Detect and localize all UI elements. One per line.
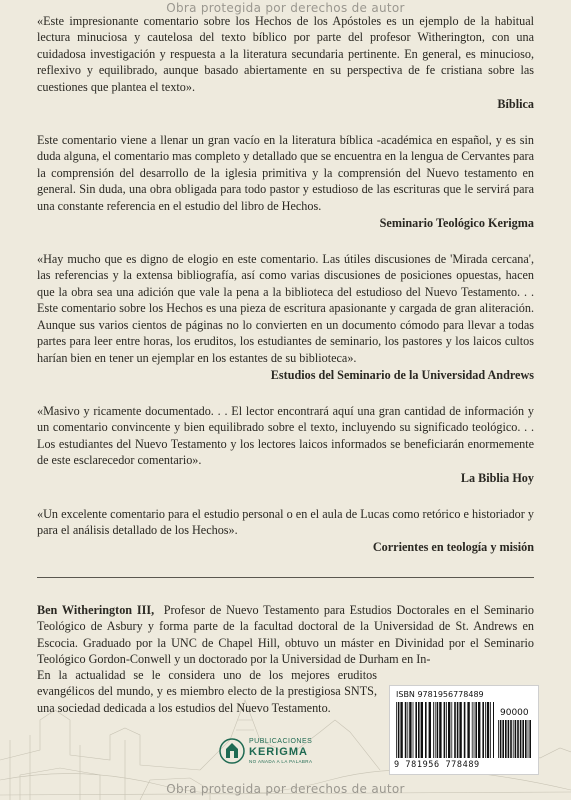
reviews-section (37, 13, 534, 575)
price-code: 90000 (500, 708, 529, 718)
barcode-bar (439, 702, 441, 758)
section-divider (37, 577, 534, 578)
barcode-bar (515, 720, 517, 758)
barcode-bar (482, 702, 484, 758)
price-barcode-bars (498, 720, 532, 758)
barcode-bar (425, 702, 427, 758)
review-text: «Masivo y ricamente documentado. . . El lector encontrará aquí una gran cantidad de información y un comentario convincente y bien equilibrado sobre el texto, incluyendo su significado teológico. . . Los estudiantes del Nuevo Testamento y los lectores laicos informados se beneficiarán enormemente de este esclarecedor comentario». (37, 403, 534, 468)
barcode-bar (396, 702, 397, 758)
barcode-bar (510, 720, 512, 758)
barcode-bar (446, 702, 447, 758)
barcode-bar (418, 702, 420, 758)
barcode-bar (448, 702, 450, 758)
barcode-bar (508, 720, 510, 758)
barcode-bar (421, 702, 423, 758)
review-text: «Un excelente comentario para el estudio personal o en el aula de Lucas como retórico e historiador y para el análisis detallado de los Hechos». (37, 506, 534, 537)
barcode-bar (490, 702, 491, 758)
review-4 (37, 403, 534, 486)
barcode-bar (437, 702, 439, 758)
barcode-bar (505, 720, 507, 758)
barcode-bar (517, 720, 519, 758)
author-name: Ben Witherington III, (37, 603, 155, 617)
barcode-number: 9 781956 778489 (394, 760, 480, 770)
watermark-bottom: Obra protegida por derechos de autor (166, 782, 405, 796)
barcode-bar (454, 702, 456, 758)
barcode-bar (472, 702, 473, 758)
review-5 (37, 506, 534, 556)
watermark-top: Obra protegida por derechos de autor (166, 1, 405, 15)
barcode-bar (529, 720, 531, 758)
review-1 (37, 13, 534, 112)
barcode-bar (493, 702, 494, 758)
barcode-bar (528, 720, 529, 758)
barcode-bar (487, 702, 489, 758)
barcode-bar (513, 720, 514, 758)
barcode-bar (520, 720, 522, 758)
barcode-bar (400, 702, 402, 758)
review-source: La Biblia Hoy (460, 470, 534, 485)
barcode-bar (405, 702, 407, 758)
review-text: «Este impresionante comentario sobre los Hechos de los Apóstoles es un ejemplo de la habitual lectura minuciosa y cautelosa del texto bíblico por parte del profesor Witherington, con una cuidadosa investigación y respuesta a la literatura secundaria pertinente. En general, es minucioso, reflexivo y equilibrado, aunque basado abiertamente en su perspectiva de fe cristiana sobre las cuestiones que plantea el texto». (37, 14, 534, 94)
barcode-bar (413, 702, 414, 758)
barcode-bars (396, 702, 494, 758)
barcode-bar (485, 702, 486, 758)
review-3 (37, 251, 534, 383)
publisher-line1: PUBLICACIONES (249, 738, 313, 745)
barcode-bar (459, 702, 461, 758)
review-2 (37, 132, 534, 231)
barcode-bar (429, 702, 431, 758)
barcode-bar (478, 702, 480, 758)
barcode-bar (433, 702, 434, 758)
author-bio-continued: En la actualidad se le considera uno de los mejores eruditos evangélicos del mundo, y es miembro electo de la prestigiosa SNTS, una sociedad dedicada a los estudios del Nuevo Testamento. (37, 668, 377, 715)
review-text: Este comentario viene a llenar un gran vacío en la literatura bíblica -académica en español, y es sin duda alguna, el comentario mas completo y detallado que se encuentra en la lengua de Cervantes para la comprensión del desarrollo de la iglesia primitiva y la comprensión del Nuevo testamento en general. Sin duda, una obra obligada para todo pastor y estudioso de las escrituras que le servirá para una constante referencia en el estudio del libro de Hechos. (37, 133, 534, 213)
publisher-tagline: NO ANADA A LA PALABRA (249, 759, 313, 764)
barcode-bar (502, 720, 504, 758)
barcode-bar (474, 702, 475, 758)
barcode-bar (409, 702, 411, 758)
publisher-name: KERIGMA (249, 746, 308, 758)
barcode-bar (525, 720, 527, 758)
author-bio-text: Profesor de Nuevo Testamento para Estudios Doctorales en el Seminario Teológico de Asbury y forma parte de la facultad doctoral de la Universidad de St. Andrews en Escocia. Graduado por la UNC de Chapel Hill, obtuvo un máster en Divinidad por el Seminario Teológico Gordon-Conwell y un doctorado por la Universidad de Durham en In- (37, 603, 534, 667)
church-icon (219, 736, 245, 766)
barcode-bar (457, 702, 459, 758)
review-source: Seminario Teológico Kerigma (379, 216, 534, 231)
barcode-bar (435, 702, 436, 758)
review-source: Bíblica (497, 97, 534, 112)
barcode-bar (522, 720, 524, 758)
isbn-label: ISBN 9781956778489 (396, 690, 484, 699)
barcode-bar (498, 720, 499, 758)
barcode-bar (475, 702, 477, 758)
barcode-bar (407, 702, 408, 758)
review-text: «Hay mucho que es digno de elogio en este comentario. Las útiles discusiones de 'Mirada cercana', las referencias y la extensa bibliografía, así como varias discusiones de posiciones opuestas, hacen que la obra sea una adición que vale la pena a la biblioteca del estudioso del Nuevo Testamento. . . Este comentario sobre los Hechos es una pieza de escritura apasionante y cargada de gran aliteración. Aunque sus varios cientos de páginas no lo convierten en un documento cómodo para llevar a todas partes para leer entre horas, los eruditos, los estudiantes de seminario, los pastores y los laicos cultos harían bien en tener un ejemplar en los estantes de su biblioteca». (37, 252, 534, 365)
barcode-bar (444, 702, 446, 758)
barcode-bar (451, 702, 452, 758)
review-source: Corrientes en teología y misión (372, 540, 534, 555)
barcode-bar (464, 702, 466, 758)
barcode-bar (415, 702, 417, 758)
review-source: Estudios del Seminario de la Universidad Andrews (270, 367, 534, 382)
barcode-bar (467, 702, 469, 758)
barcode (389, 685, 539, 775)
author-bio (37, 602, 534, 668)
publisher-logo (219, 736, 323, 766)
barcode-bar (398, 702, 400, 758)
barcode-bar (500, 720, 502, 758)
